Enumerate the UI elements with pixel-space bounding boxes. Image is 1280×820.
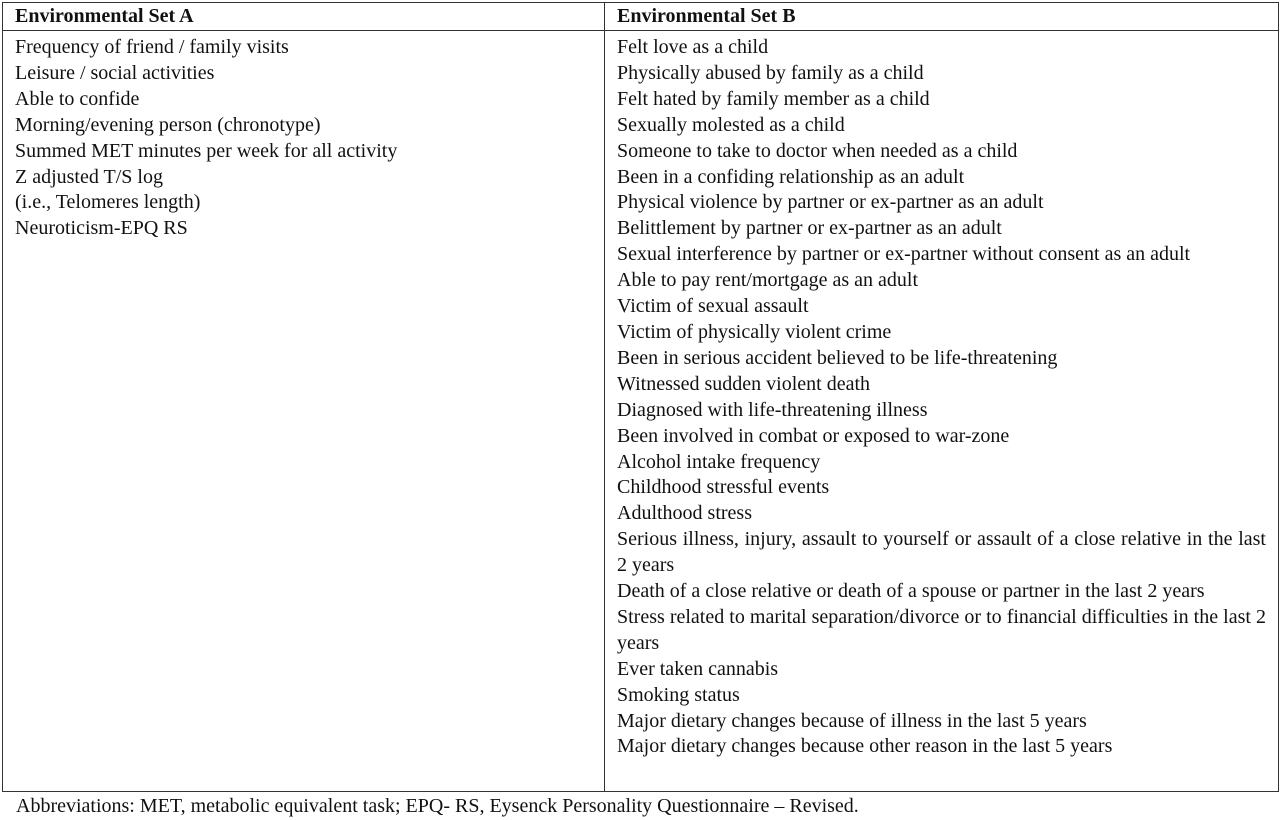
set-a-item: Able to confide <box>15 87 140 110</box>
set-b-item: Felt hated by family member as a child <box>617 87 930 110</box>
set-b-item: Sexually molested as a child <box>617 113 845 136</box>
set-b-item: Witnessed sudden violent death <box>617 372 871 395</box>
set-a-item: Frequency of friend / family visits <box>15 36 289 58</box>
set-a-item: Neuroticism-EPQ RS <box>15 217 188 240</box>
table-header-row <box>3 3 1279 31</box>
abbreviations-footnote: Abbreviations: MET, metabolic equivalent task; EPQ- RS, Eysenck Personality Questionnaire – Revised. <box>16 795 859 817</box>
set-b-item: Been in a confiding relationship as an adult <box>617 165 965 188</box>
set-b-item: Adulthood stress <box>617 502 752 525</box>
set-b-item: Stress related to marital separation/divorce or to financial difficulties in the last 2 years <box>617 605 1266 654</box>
set-b-item: Alcohol intake frequency <box>617 450 821 473</box>
set-a-item: Z adjusted T/S log <box>15 165 163 188</box>
set-b-item: Been involved in combat or exposed to war-zone <box>617 424 1010 447</box>
set-b-item: Smoking status <box>617 683 740 706</box>
set-a-item: Leisure / social activities <box>15 61 215 84</box>
set-b-item: Physical violence by partner or ex-partner as an adult <box>617 191 1044 214</box>
set-b-item: Able to pay rent/mortgage as an adult <box>617 269 919 292</box>
set-b-item: Serious illness, injury, assault to yourself or assault of a close relative in the last 2 years <box>617 528 1266 577</box>
set-b-item: Someone to take to doctor when needed as a child <box>617 139 1018 162</box>
set-b-item: Belittlement by partner or ex-partner as an adult <box>617 217 1002 240</box>
set-b-item: Physically abused by family as a child <box>617 61 924 84</box>
set-a-cell <box>3 31 605 792</box>
set-b-item: Felt love as a child <box>617 36 769 58</box>
set-b-item: Been in serious accident believed to be life-threatening <box>617 346 1058 369</box>
set-a-item: Morning/evening person (chronotype) <box>15 113 321 136</box>
header-set-b: Environmental Set B <box>605 3 1279 31</box>
set-b-cell <box>605 31 1279 792</box>
set-b-item: Major dietary changes because of illness in the last 5 years <box>617 709 1087 732</box>
set-b-item: Victim of sexual assault <box>617 295 809 318</box>
environmental-sets-table <box>2 2 1279 792</box>
set-b-item: Major dietary changes because other reason in the last 5 years <box>617 735 1113 758</box>
set-b-item: Childhood stressful events <box>617 476 830 499</box>
set-b-item: Death of a close relative or death of a spouse or partner in the last 2 years <box>617 580 1205 603</box>
set-a-item: (i.e., Telomeres length) <box>15 191 201 214</box>
set-b-item: Ever taken cannabis <box>617 657 779 680</box>
header-set-a: Environmental Set A <box>3 3 605 31</box>
set-a-item: Summed MET minutes per week for all activity <box>15 139 398 162</box>
table-body-row <box>3 31 1279 792</box>
set-b-item: Diagnosed with life-threatening illness <box>617 398 928 421</box>
set-b-item: Victim of physically violent crime <box>617 320 892 343</box>
set-b-item: Sexual interference by partner or ex-partner without consent as an adult <box>617 243 1191 266</box>
